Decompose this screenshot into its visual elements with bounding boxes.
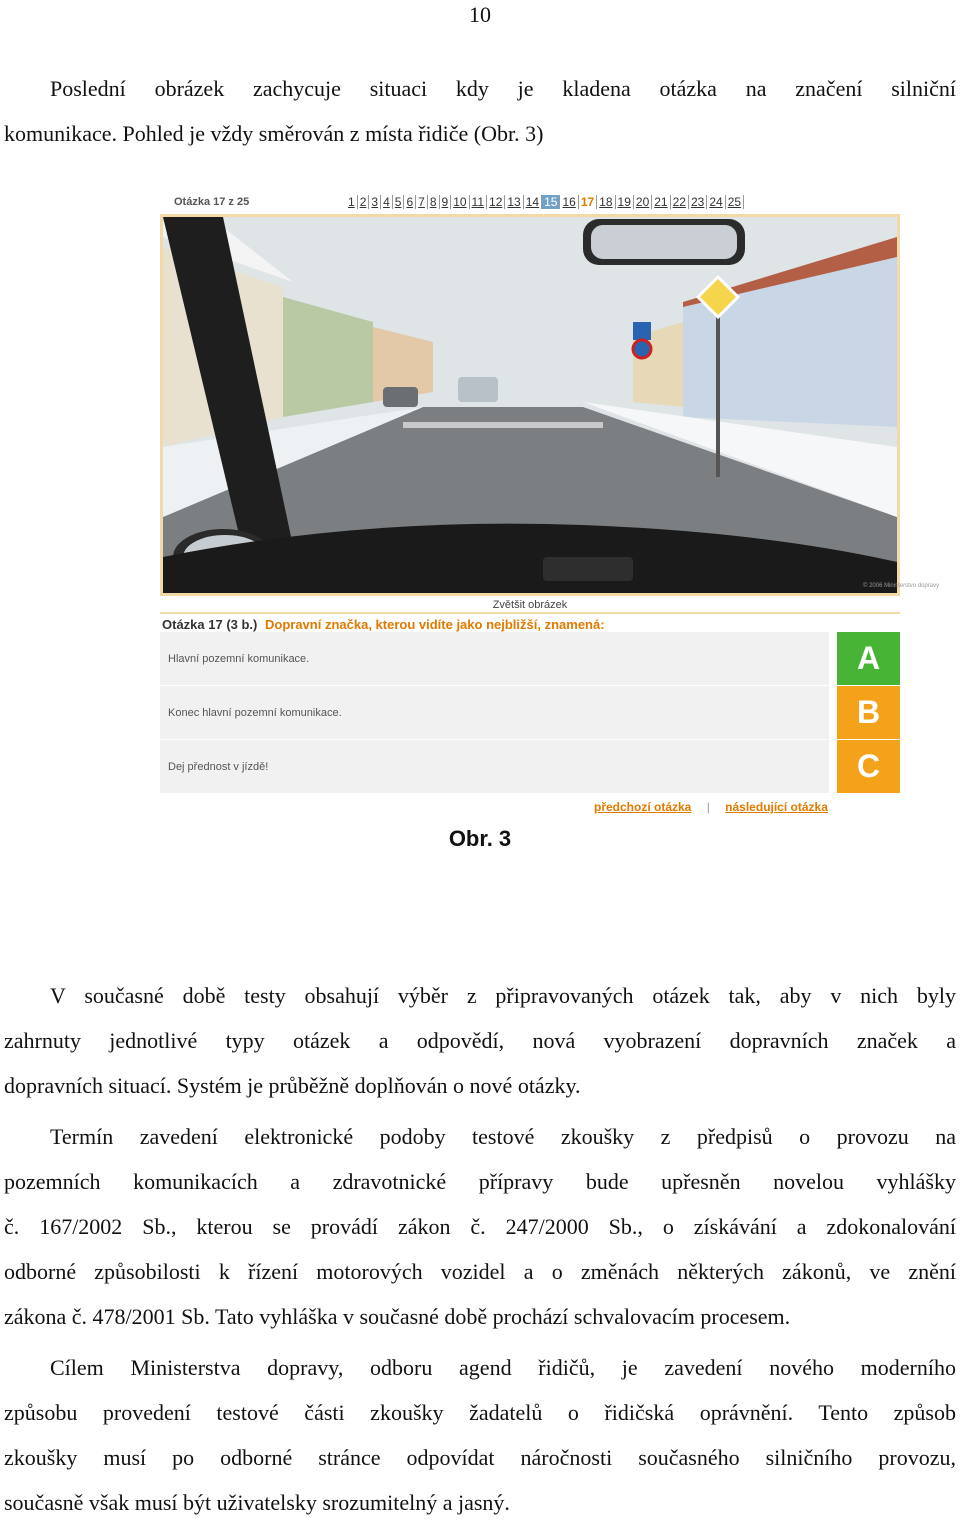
pager-item-3[interactable]: 3 xyxy=(369,195,381,209)
paragraph-line: V současné době testy obsahují výběr z připravovaných otázek tak, aby v nich byly xyxy=(50,983,956,1008)
pager-item-15[interactable]: 15 xyxy=(542,195,560,209)
pager-item-23[interactable]: 23 xyxy=(689,195,707,209)
pager-item-13[interactable]: 13 xyxy=(505,195,523,209)
answer-text: Konec hlavní pozemní komunikace. xyxy=(160,686,829,739)
paragraph-line: č. 167/2002 Sb., kterou se provádí zákon č. 247/2000 Sb., o získávání a zdokonalování xyxy=(4,1214,956,1239)
pager-item-8[interactable]: 8 xyxy=(428,195,440,209)
paragraph-line: pozemních komunikacích a zdravotnické přípravy bude upřesněn novelou vyhlášky xyxy=(4,1169,956,1194)
intro-line: komunikace. Pohled je vždy směrován z místa řidiče (Obr. 3) xyxy=(4,121,544,146)
intro-line: Poslední obrázek zachycuje situaci kdy je kladena otázka na značení silniční xyxy=(50,76,956,101)
paragraph-line: zahrnuty jednotlivé typy otázek a odpovědí, nová vyobrazení dopravních značek a xyxy=(4,1028,956,1053)
answer-list xyxy=(160,632,900,794)
pager-item-2[interactable]: 2 xyxy=(358,195,370,209)
question-pager xyxy=(346,195,744,209)
pager-item-19[interactable]: 19 xyxy=(616,195,634,209)
answer-text: Hlavní pozemní komunikace. xyxy=(160,632,829,685)
question-counter: Otázka 17 z 25 xyxy=(174,196,250,208)
paragraph-deadline xyxy=(4,1114,956,1339)
pager-item-9[interactable]: 9 xyxy=(440,195,452,209)
answer-button-a[interactable]: A xyxy=(837,632,900,685)
pager-item-7[interactable]: 7 xyxy=(416,195,428,209)
page-number: 10 xyxy=(469,2,491,27)
quiz-header xyxy=(160,192,900,214)
paragraph-goal xyxy=(4,1345,956,1525)
enlarge-image-link[interactable]: Zvětšit obrázek xyxy=(492,599,568,611)
nav-separator: | xyxy=(706,800,710,814)
question-number: Otázka 17 (3 b.) xyxy=(162,617,258,632)
figure-caption: Obr. 3 xyxy=(448,826,512,851)
answer-option-a[interactable] xyxy=(160,632,900,685)
answer-button-c[interactable]: C xyxy=(837,740,900,793)
question-text: Dopravní značka, kterou vidíte jako nejbližší, znamená: xyxy=(265,617,605,632)
pager-item-17[interactable]: 17 xyxy=(579,195,597,209)
paragraph-line: dopravních situací. Systém je průběžně doplňován o nové otázky. xyxy=(4,1073,581,1098)
paragraph-line: odborné způsobilosti k řízení motorových vozidel a o změnách některých zákonů, ve znění xyxy=(4,1259,956,1284)
pager-item-21[interactable]: 21 xyxy=(652,195,670,209)
paragraph-line: současně však musí být uživatelsky srozumitelný a jasný. xyxy=(4,1490,510,1515)
pager-item-5[interactable]: 5 xyxy=(393,195,405,209)
pager-item-12[interactable]: 12 xyxy=(487,195,505,209)
pager-item-14[interactable]: 14 xyxy=(524,195,542,209)
answer-option-b[interactable] xyxy=(160,686,900,739)
pager-item-4[interactable]: 4 xyxy=(381,195,393,209)
pager-item-10[interactable]: 10 xyxy=(451,195,469,209)
pager-item-20[interactable]: 20 xyxy=(634,195,652,209)
pager-item-11[interactable]: 11 xyxy=(470,195,487,209)
paragraph-line: zákona č. 478/2001 Sb. Tato vyhláška v současné době prochází schvalovacím procesem. xyxy=(4,1304,791,1329)
pager-item-6[interactable]: 6 xyxy=(404,195,416,209)
pager-item-22[interactable]: 22 xyxy=(671,195,689,209)
answer-option-c[interactable] xyxy=(160,740,900,793)
quiz-screenshot xyxy=(160,192,940,832)
answer-button-b[interactable]: B xyxy=(837,686,900,739)
answer-text: Dej přednost v jízdě! xyxy=(160,740,829,793)
paragraph-line: způsobu provedení testové části zkoušky žadatelů o řidičská oprávnění. Tento způsob xyxy=(4,1400,956,1425)
pager-item-24[interactable]: 24 xyxy=(707,195,725,209)
pager-item-25[interactable]: 25 xyxy=(726,195,744,209)
pager-item-1[interactable]: 1 xyxy=(346,195,358,209)
pager-item-18[interactable]: 18 xyxy=(597,195,615,209)
pager-item-16[interactable]: 16 xyxy=(560,195,578,209)
previous-question-link[interactable]: předchozí otázka xyxy=(594,800,692,814)
paragraph-line: Cílem Ministerstva dopravy, odboru agend řidičů, je zavedení nového moderního xyxy=(50,1355,956,1380)
paragraph-line: zkoušky musí po odborné stránce odpovídat náročnosti současného silničního provozu, xyxy=(4,1445,956,1470)
question-nav xyxy=(594,800,828,814)
next-question-link[interactable]: následující otázka xyxy=(725,800,828,814)
paragraph-tests xyxy=(4,973,956,1108)
driver-view-photo xyxy=(160,214,940,596)
photo-credit: © 2006 Ministerstvo dopravy xyxy=(863,583,940,589)
intro-paragraph xyxy=(4,66,956,156)
paragraph-line: Termín zavedení elektronické podoby testové zkoušky z předpisů o provozu na xyxy=(50,1124,956,1149)
